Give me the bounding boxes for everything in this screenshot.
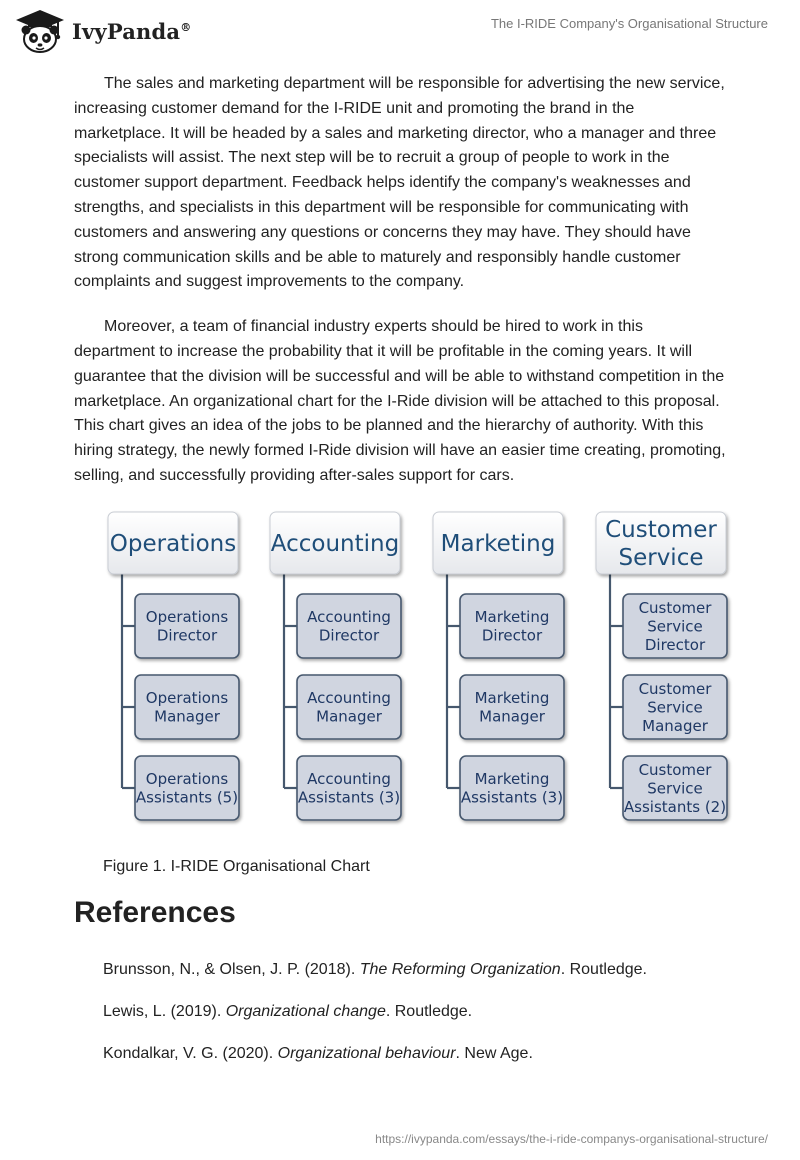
reference-item (103, 960, 743, 1002)
role-name: Operations Assistants (5) (135, 770, 239, 807)
department-column (596, 512, 727, 820)
brand-name: IvyPanda® (72, 18, 192, 44)
essay-body (74, 72, 726, 509)
department-column (108, 512, 239, 820)
role-name: Accounting Assistants (3) (297, 770, 401, 807)
reference-item (103, 1044, 743, 1086)
org-chart-canvas (100, 502, 740, 832)
figure-caption: Figure 1. I-RIDE Organisational Chart (103, 858, 370, 875)
role-name: Accounting Director (307, 608, 391, 645)
paragraph: Moreover, a team of financial industry experts should be hired to work in this department to increase the probability that it will be profitable in the coming years. It will guarantee that the division will be successful and will be able to withstand competition in the marketplace. An organizational chart for the I-Ride division will be attached to this proposal. This chart gives an idea of the jobs to be planned and the hierarchy of authority. With this hiring strategy, the newly formed I-Ride division will have an easier time creating, promoting, selling, and successfully providing after-sales support for cars. (74, 318, 726, 484)
role-name: Customer Service Manager (638, 679, 712, 735)
org-chart (100, 502, 740, 832)
role-name: Accounting Manager (307, 689, 391, 726)
ref-authors: Brunsson, N., & Olsen, J. P. (2018). (103, 961, 360, 978)
ref-publisher: . Routledge. (385, 1003, 473, 1020)
ref-title: The Reforming Organization (359, 961, 561, 978)
role-name: Marketing Manager (474, 689, 550, 726)
department-column (270, 512, 401, 820)
department-name: Marketing (440, 531, 556, 558)
ref-title: Organizational change (225, 1003, 386, 1020)
source-url[interactable]: https://ivypanda.com/essays/the-i-ride-companys-organisational-structure/ (375, 1132, 768, 1146)
brand-logo[interactable] (14, 8, 191, 54)
department-name: Accounting (270, 531, 400, 558)
ref-title: Organizational behaviour (277, 1045, 456, 1062)
department-column (433, 512, 564, 820)
role-name: Customer Service Assistants (2) (623, 760, 727, 816)
ref-publisher: . Routledge. (560, 961, 647, 978)
role-name: Customer Service Director (638, 598, 712, 654)
ref-authors: Lewis, L. (2019). (103, 1003, 226, 1020)
role-name: Operations Director (145, 608, 229, 645)
role-name: Operations Manager (145, 689, 229, 726)
references-list (103, 960, 743, 1086)
page-header (0, 0, 800, 64)
role-name: Marketing Assistants (3) (460, 770, 564, 807)
role-name: Marketing Director (474, 608, 550, 645)
document-title: The I-RIDE Company's Organisational Structure (490, 16, 768, 31)
ref-publisher: . New Age. (455, 1045, 533, 1062)
paragraph: The sales and marketing department will be responsible for advertising the new service, increasing customer demand for the I-RIDE unit and promoting the brand in the marketplace. It will be headed by a sales and marketing director, who a manager and three specialists will assist. The next step will be to recruit a group of people to work in the customer support department. Feedback helps identify the company's weaknesses and strengths, and specialists in this department will be responsible for communicating with customers and answering any questions or concerns they may have. They should have strong communication skills and be able to maturely and responsibly handle customer complaints and suggest improvements to the company. (74, 75, 725, 291)
panda-graduation-cap-icon (14, 8, 66, 54)
department-name: Customer Service (605, 517, 717, 572)
reference-item (103, 1002, 743, 1044)
ref-authors: Kondalkar, V. G. (2020). (103, 1045, 278, 1062)
department-name: Operations (109, 531, 237, 558)
references-heading: References (74, 896, 236, 929)
